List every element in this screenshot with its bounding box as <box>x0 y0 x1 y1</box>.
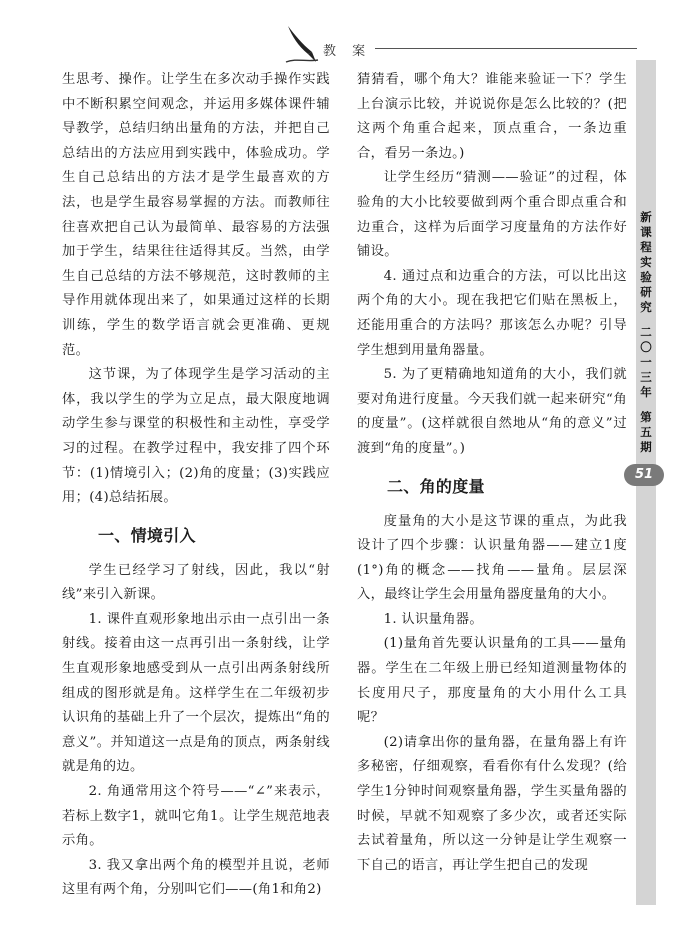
paragraph: 1. 认识量角器。 <box>383 611 483 627</box>
paragraph: 1. 课件直观形象地出示由一点引出一条射线。接着由这一点再引出一条射线，让学生直观形象地感受到从一点引出两条射线所组成的图形就是角。这样学生在二年级初步认识角的基础上升了一个层次，提炼出“角的意义”。并知道这一点是角的顶点，两条射线就是角的边。 <box>62 611 330 775</box>
issue-char: 第 <box>640 410 652 424</box>
issue-char: 三 <box>640 370 652 384</box>
section-title: 教 案 <box>323 44 372 59</box>
issue-char: 年 <box>640 385 652 399</box>
journal-char: 课 <box>640 225 652 239</box>
header-rule <box>375 48 637 49</box>
paragraph: 5. 为了更精确地知道角的大小，我们就要对角进行度量。今天我们就一起来研究“角的度量”。(这样就很自然地从“角的意义”过渡到“角的度量”。) <box>357 367 627 456</box>
paragraph: (1)量角首先要认识量角的工具——量角器。学生在二年级上册已经知道测量物体的长度用尺子，那度量角的大小用什么工具呢？ <box>357 636 627 726</box>
paragraph: 生思考、操作。让学生在多次动手操作实践中不断积累空间观念，并运用多媒体课件辅导教学，总结归纳出量角的方法，并把自己总结出的方法应用到实践中，体验成功。学生自己总结出的方法才是学生最喜欢的方法，也是学生最容易掌握的方法。而教师往往喜欢把自己认为最简单、最容易的方法强加于学生，结果往往适得其反。当然，由学生自己总结的方法不够规范，这时教师的主导作用就体现出来了，如果通过这样的长期训练，学生的数学语言就会更准确、更规范。 <box>62 72 330 358</box>
issue-char: 期 <box>640 440 652 454</box>
issue-char: 五 <box>640 425 652 439</box>
issue-char: 一 <box>640 355 652 369</box>
section-heading: 二、角的度量 <box>387 476 485 496</box>
paragraph: 3. 我又拿出两个角的模型并且说，老师这里有两个角，分别叫它们——(角1和角2) <box>62 857 330 898</box>
paragraph: 2. 角通常用这个符号——“∠”来表示，若标上数字1，就叫它角1。让学生规范地表示角。 <box>62 784 330 849</box>
page-header <box>0 0 680 78</box>
journal-char: 究 <box>640 300 652 314</box>
page-number: 51 <box>624 464 664 486</box>
paragraph: (2)请拿出你的量角器，在量角器上有许多秘密，仔细观察，看看你有什么发现？(给学生1分钟时间观察量角器，学生买量角器的时候，早就不知观察了多少次，或者还实际去试着量角，所以这一分钟是让学生观察一下自己的语言，再让学生把自己的发现 <box>357 734 627 873</box>
left-column <box>62 68 330 903</box>
journal-char: 验 <box>640 270 652 284</box>
journal-char: 研 <box>640 285 652 299</box>
right-column <box>357 68 627 878</box>
journal-label <box>636 210 656 455</box>
journal-char: 新 <box>640 210 652 224</box>
issue-char: 〇 <box>640 340 652 354</box>
paragraph: 让学生经历“猜测——验证”的过程，体验角的大小比较要做到两个重合即点重合和边重合，这样为后面学习度量角的方法作好铺设。 <box>357 170 627 260</box>
paragraph: 这节课，为了体现学生是学习活动的主体，我以学生的学为立足点，最大限度地调动学生参与课堂的积极性和主动性，享受学习的过程。在教学过程中，我安排了四个环节：(1)情境引入；(2)角的度量；(3)实践应用；(4)总结拓展。 <box>62 367 330 506</box>
journal-char: 实 <box>640 255 652 269</box>
paragraph: 4. 通过点和边重合的方法，可以比出这两个角的大小。现在我把它们贴在黑板上，还能用重合的方法吗？那该怎么办呢？引导学生想到用量角器量。 <box>357 268 627 358</box>
paragraph: 猜猜看，哪个角大？谁能来验证一下？学生上台演示比较，并说说你是怎么比较的？(把这两个角重合起来，顶点重合，一条边重合，看另一条边。) <box>357 72 627 161</box>
pen-icon <box>282 22 322 66</box>
section-heading: 一、情境引入 <box>98 525 196 545</box>
paragraph: 学生已经学习了射线，因此，我以“射线”来引入新课。 <box>62 562 330 603</box>
paragraph: 度量角的大小是这节课的重点，为此我设计了四个步骤：认识量角器——建立1度(1°)角的概念——找角——量角。层层深入，最终让学生会用量角器度量角的大小。 <box>357 513 627 603</box>
issue-char: 二 <box>640 325 652 339</box>
journal-char: 程 <box>640 240 652 254</box>
